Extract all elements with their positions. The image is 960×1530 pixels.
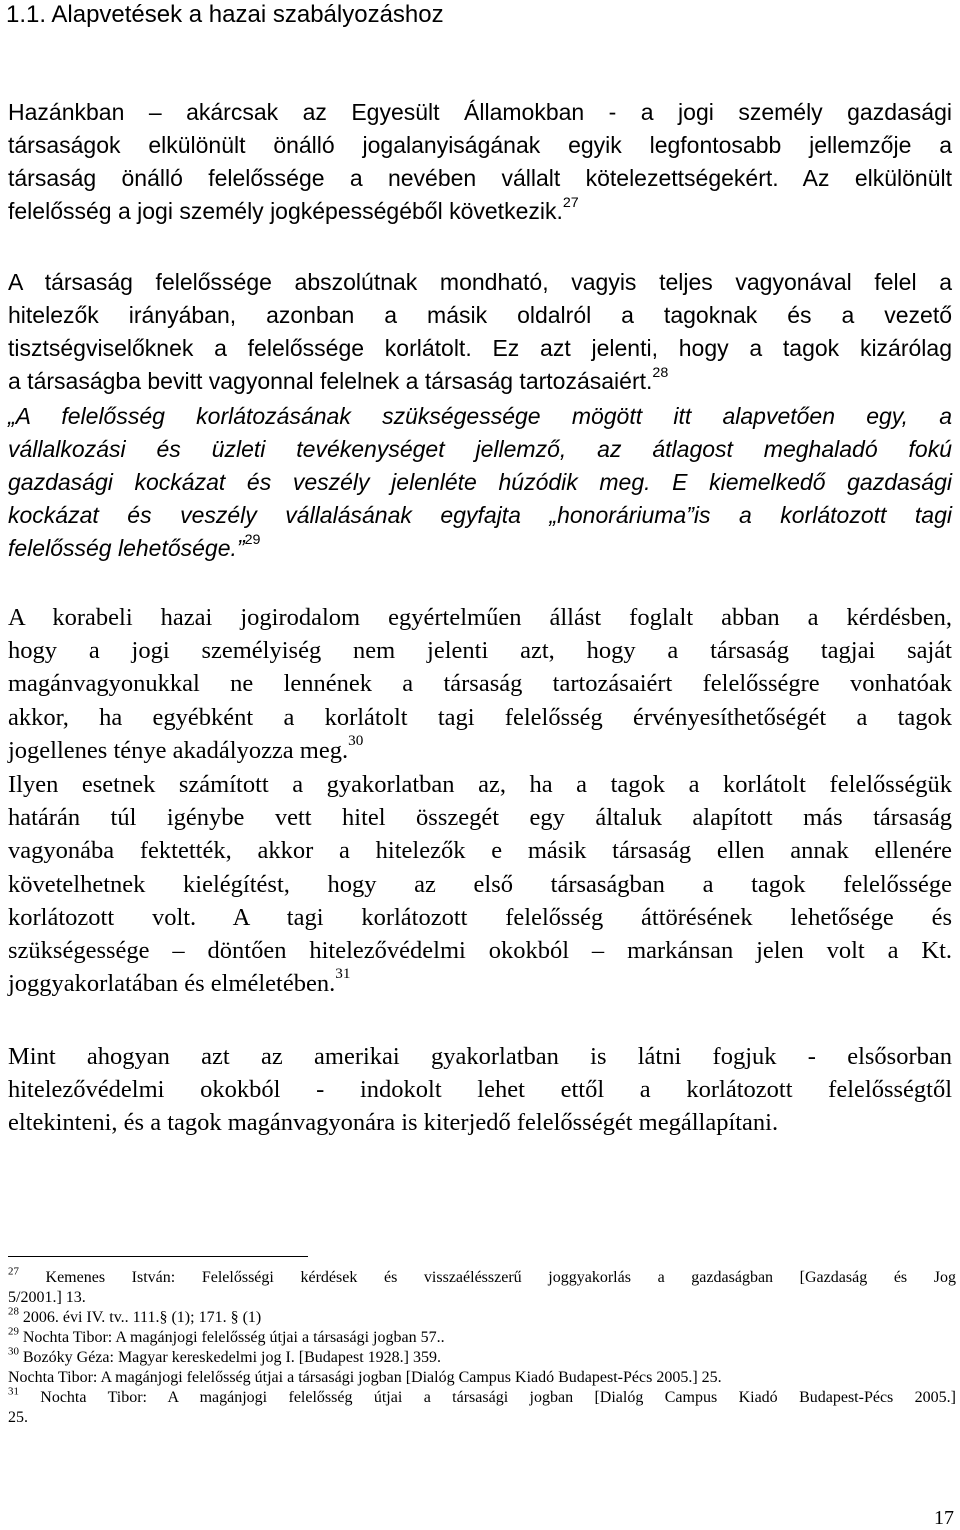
quote-paragraph [8,400,952,565]
paragraph-line: jogellenes ténye akadályozza meg. [8,736,349,764]
paragraph-line: akkor, ha egyébként a korlátolt tagi felelősség érvényesíthetőségét a tagok [8,703,952,731]
paragraph-line: Ilyen esetnek számított a gyakorlatban az, ha a tagok a korlátolt felelősségük [8,771,952,798]
paragraph-line: Hazánkban – akárcsak az Egyesült Államokban - a jogi személy gazdasági [8,99,952,125]
paragraph-line: gazdasági kockázat és veszély jelenléte húzódik meg. E kiemelkedő gazdasági [8,469,952,495]
paragraph-line: társaság önálló felelőssége a nevében vállalt kötelezettségekért. Az elkülönült [8,165,952,191]
paragraph-line: vállalkozási és üzleti tevékenységet jellemző, az átlagost meghaladó fokú [8,436,952,462]
paragraph-line: hitelezővédelmi okokból - indokolt lehet ettől a korlátozott felelősségtől [8,1076,952,1104]
paragraph-line: a társaságba bevitt vagyonnal felelnek a társaság tartozásaiért. [8,368,653,394]
footnote-30 [8,1345,956,1368]
footnote-text: Nochta Tibor: A magánjogi felelősség útjai a társasági jogban [Dialóg Campus Kiadó Budapest-Pécs 2005.] [40,1389,956,1406]
paragraph-line: felelősség a jogi személy jogképességéből következik. [8,198,563,224]
footnote-text: 5/2001.] 13. [8,1289,86,1306]
paragraph-line: vagyonába fektették, akkor a hitelezők e másik társaság ellen annak ellenére [8,837,952,865]
paragraph-line: hogy a jogi személyiség nem jelenti azt, hogy a társaság tagjai saját [8,637,952,665]
footnote-number: 31 [8,1385,19,1398]
paragraph-line: felelősség lehetősége.” [8,535,245,561]
paragraph-line: tisztségviselőknek a felelőssége korlátolt. Ez azt jelenti, hogy a tagok kizárólag [8,335,952,361]
footnote-27 [8,1265,957,1288]
footnote-text: Kemenes István: Felelősségi kérdések és visszaélésszerű joggyakorlás a gazdaságban [Gazdaság és Jog [45,1269,957,1286]
paragraph-line: határán túl igénybe vett hitel összegét egy általuk alapított más társaság [8,804,952,832]
section-heading: 1.1. Alapvetések a hazai szabályozáshoz [6,1,444,28]
footnote-separator [8,1256,308,1257]
paragraph-line: szükségessége – döntően hitelezővédelmi okokból – markánsan jelen volt a Kt. [8,937,952,965]
paragraph-2 [8,266,952,398]
footnote-text: 2006. évi IV. tv.. 111.§ (1); 171. § (1) [22,1309,262,1326]
footnote-number: 30 [8,1345,19,1358]
footnote-ref[interactable]: 31 [335,965,351,983]
footnote-ref[interactable]: 28 [652,364,669,381]
footnote-text: 25. [8,1409,28,1426]
paragraph-line: társaságok elkülönült önálló jogalanyiságának egyik legfontosabb jellemzője a [8,132,952,158]
footnote-text: Nochta Tibor: A magánjogi felelősség útjai a társasági jogban 57.. [22,1329,445,1346]
paragraph-line: A korabeli hazai jogirodalom egyértelműen állást foglalt abban a kérdésben, [8,604,952,631]
paragraph-line: Mint ahogyan azt az amerikai gyakorlatban is látni fogjuk - elsősorban [8,1043,952,1070]
paragraph-line: eltekinteni, és a tagok magánvagyonára is kiterjedő felelősségét megállapítani. [8,1109,779,1137]
footnote-ref[interactable]: 29 [244,531,261,548]
page-number: 17 [934,1507,954,1529]
footnote-ref[interactable]: 30 [348,731,364,749]
footnote-extra: Nochta Tibor: A magánjogi felelősség útjai a társasági jogban [Dialóg Campus Kiadó Budapest-Pécs 2005.] 25. [8,1369,722,1386]
paragraph-line: „A felelősség korlátozásának szükségessége mögött itt alapvetően egy, a [8,403,952,429]
footnote-number: 28 [8,1305,19,1318]
paragraph-line: kockázat és veszély vállalásának egyfajta „honoráriuma”is a korlátozott tagi [8,502,952,528]
footnote-29 [8,1325,956,1348]
footnotes [8,1265,957,1428]
paragraph-6 [8,1040,952,1140]
footnote-number: 27 [8,1265,19,1278]
paragraph-line: joggyakorlatában és elméletében. [8,970,336,998]
footnote-28 [8,1305,956,1328]
footnote-ref[interactable]: 27 [562,194,579,211]
paragraph-line: A társaság felelőssége abszolútnak mondható, vagyis teljes vagyonával felel a [8,269,952,295]
paragraph-5 [8,768,952,1000]
paragraph-line: korlátozott volt. A tagi korlátozott felelősség áttörésének lehetősége és [8,903,952,931]
footnote-number: 29 [8,1325,19,1338]
paragraph-line: követelhetnek kielégítést, hogy az első társaságban a tagok felelőssége [8,870,952,898]
paragraph-4 [8,601,952,767]
footnote-31 [8,1385,956,1408]
footnote-text: Bozóky Géza: Magyar kereskedelmi jog I. [Budapest 1928.] 359. [22,1349,441,1366]
paragraph-line: hitelezők irányában, azonban a másik oldalról a tagoknak és a vezető [8,302,952,328]
paragraph-line: magánvagyonukkal ne lennének a társaság tartozásaiért felelősségre vonhatóak [8,670,952,698]
paragraph-1 [8,96,952,228]
